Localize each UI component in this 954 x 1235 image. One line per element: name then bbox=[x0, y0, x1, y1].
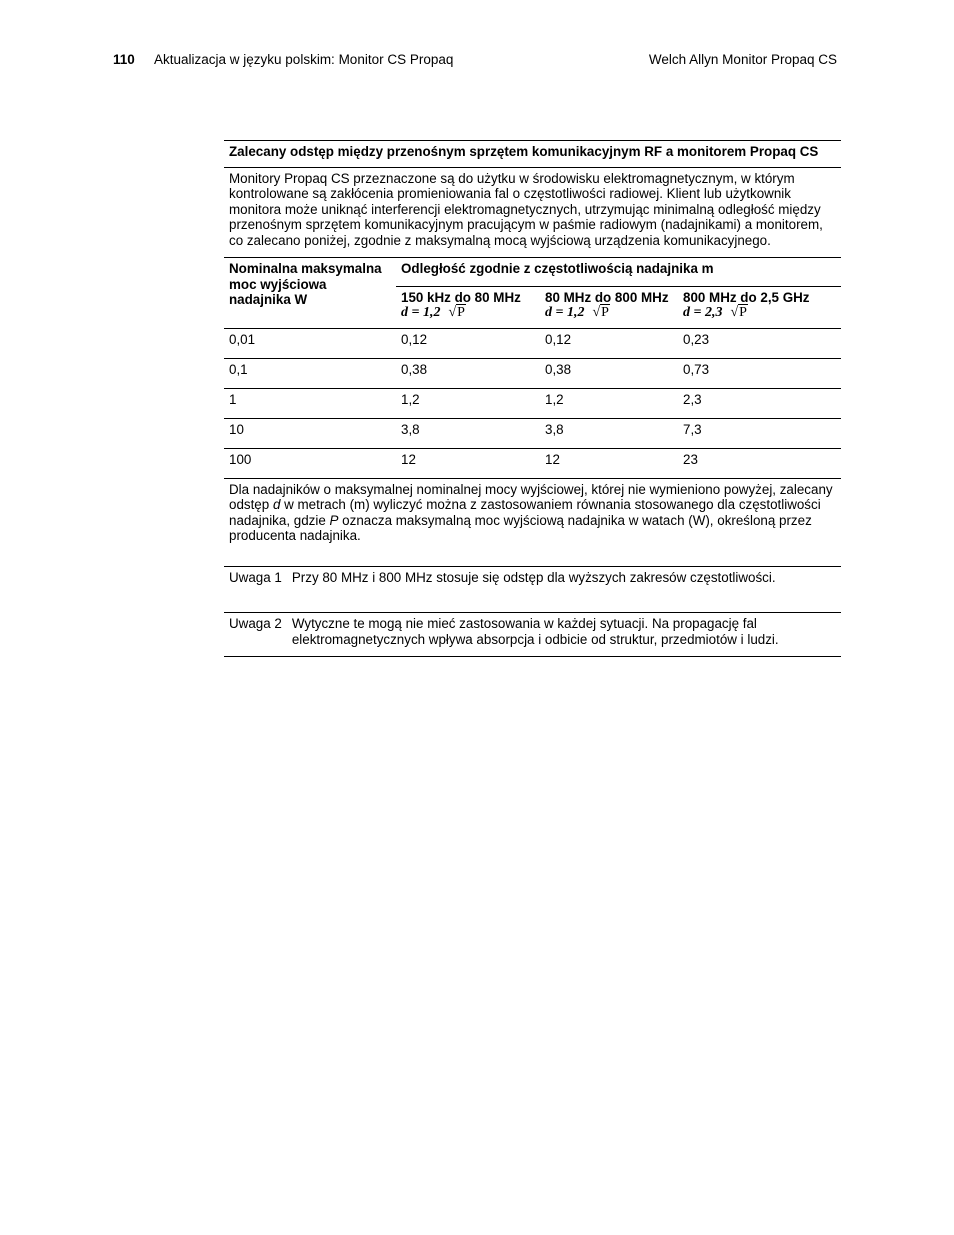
band-label: 800 MHz do 2,5 GHz bbox=[683, 289, 810, 305]
distance-cell: 0,12 bbox=[396, 328, 540, 358]
remark bbox=[229, 616, 836, 647]
power-cell: 0,01 bbox=[224, 328, 396, 358]
band-header-2 bbox=[540, 286, 678, 328]
distance-cell: 3,8 bbox=[396, 418, 540, 448]
distance-cell: 12 bbox=[396, 448, 540, 478]
remark bbox=[229, 570, 776, 586]
sqrt-symbol: √P bbox=[448, 305, 465, 320]
power-cell: 10 bbox=[224, 418, 396, 448]
table-row bbox=[224, 418, 841, 448]
page-number: 110 bbox=[113, 52, 135, 67]
power-cell: 0,1 bbox=[224, 358, 396, 388]
distance-cell: 7,3 bbox=[678, 418, 841, 448]
distance-formula: d = 2,3 √P bbox=[683, 305, 747, 320]
table-title-row bbox=[224, 141, 841, 168]
distance-cell: 0,38 bbox=[540, 358, 678, 388]
separation-distance-table bbox=[224, 140, 841, 657]
table-title: Zalecany odstęp między przenośnym sprzętem komunikacyjnym RF a monitorem Propaq CS bbox=[224, 141, 841, 168]
remark-row bbox=[224, 566, 841, 613]
table-row bbox=[224, 358, 841, 388]
distance-formula: d = 1,2 √P bbox=[545, 305, 609, 320]
table-row bbox=[224, 328, 841, 358]
remark-label: Uwaga 1 bbox=[229, 569, 282, 585]
table-row bbox=[224, 388, 841, 418]
power-cell: 100 bbox=[224, 448, 396, 478]
remark-row bbox=[224, 613, 841, 657]
distance-cell: 12 bbox=[540, 448, 678, 478]
distance-cell: 1,2 bbox=[396, 388, 540, 418]
distance-formula: d = 1,2 √P bbox=[401, 305, 465, 320]
band-header-3 bbox=[678, 286, 841, 328]
sqrt-symbol: √P bbox=[592, 305, 609, 320]
band-label: 80 MHz do 800 MHz bbox=[545, 289, 669, 305]
distance-cell: 3,8 bbox=[540, 418, 678, 448]
distance-cell: 0,23 bbox=[678, 328, 841, 358]
distance-cell: 1,2 bbox=[540, 388, 678, 418]
distance-cell: 0,73 bbox=[678, 358, 841, 388]
distance-cell: 23 bbox=[678, 448, 841, 478]
distance-cell: 0,12 bbox=[540, 328, 678, 358]
remark-label: Uwaga 2 bbox=[229, 616, 282, 631]
table-intro-row bbox=[224, 167, 841, 258]
power-column-header: Nominalna maksymalna moc wyjściowa nadajnika W bbox=[224, 258, 396, 329]
sqrt-symbol: √P bbox=[730, 305, 747, 320]
variable-d: d bbox=[272, 497, 281, 512]
distance-column-header: Odległość zgodnie z częstotliwością nadajnika m bbox=[396, 258, 841, 287]
footnote-row bbox=[224, 478, 841, 566]
power-cell: 1 bbox=[224, 388, 396, 418]
table-row bbox=[224, 448, 841, 478]
header-row bbox=[224, 258, 841, 287]
band-label: 150 kHz do 80 MHz bbox=[401, 289, 521, 305]
remark-text: Wytyczne te mogą nie mieć zastosowania w każdej sytuacji. Na propagację fal elektromagnetycznych wpływa absorpcja i odbicie od struktur, przedmiotów i ludzi. bbox=[291, 616, 779, 647]
distance-cell: 2,3 bbox=[678, 388, 841, 418]
section-title: Aktualizacja w języku polskim: Monitor CS Propaq bbox=[154, 52, 454, 67]
remark-text: Przy 80 MHz i 800 MHz stosuje się odstęp dla wyższych zakresów częstotliwości. bbox=[291, 569, 776, 585]
table-intro: Monitory Propaq CS przeznaczone są do użytku w środowisku elektromagnetycznym, w którym kontrolowane są zakłócenia promieniowania fal o częstotliwości radiowej. Klient lub użytkownik monitora może uniknąć interferencji elektromagnetycznych, utrzymując minimalną odległość między przenośnym sprzętem komunikacyjnym pracującym w paśmie radiowym (nadajnikami) a monitorem, co zalecano poniżej, zgodnie z maksymalną mocą wyjściową urządzenia komunikacyjnego. bbox=[224, 167, 841, 258]
variable-p: P bbox=[329, 512, 339, 528]
band-header-1 bbox=[396, 286, 540, 328]
document-title: Welch Allyn Monitor Propaq CS bbox=[648, 52, 837, 67]
table-footnote: Dla nadajników o maksymalnej nominalnej mocy wyjściowej, której nie wymieniono powyżej, zalecany odstęp d w metrach (m) wyliczyć można z zastosowaniem równania stosowanego dla częstotliwości nadajnika, gdzie P oznacza maksymalną moc wyjściową nadajnika w watach (W), określoną przez producenta nadajnika. bbox=[224, 478, 841, 566]
distance-cell: 0,38 bbox=[396, 358, 540, 388]
